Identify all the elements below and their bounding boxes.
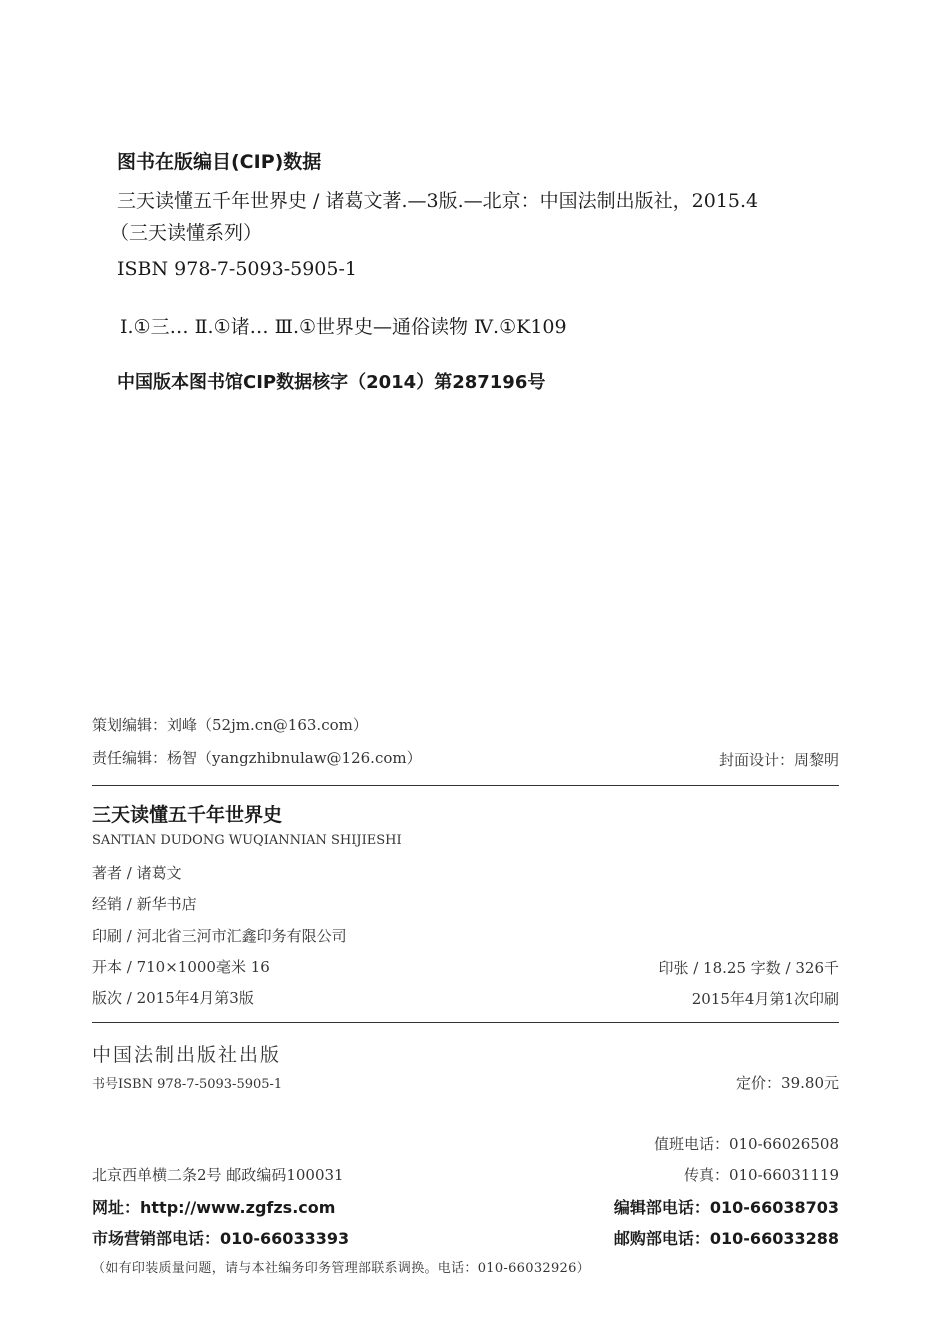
- book-price: 定价：39.80元: [736, 1074, 839, 1092]
- publisher-website: 网址：http://www.zgfzs.com: [92, 1198, 336, 1217]
- book-author: 著者 / 诸葛文: [92, 864, 182, 882]
- responsible-editor: 责任编辑：杨智（yangzhibnulaw@126.com）: [92, 749, 422, 767]
- divider-bottom: [92, 1022, 839, 1023]
- fax-number: 传真：010-66031119: [683, 1166, 839, 1184]
- quality-note: （如有印装质量问题，请与本社编务印务管理部联系调换。电话：010-66032926）: [92, 1261, 590, 1276]
- book-title: 三天读懂五千年世界史: [92, 804, 283, 826]
- cip-series: （三天读懂系列）: [110, 222, 263, 244]
- planning-editor: 策划编辑：刘峰（52jm.cn@163.com）: [92, 716, 368, 734]
- publisher-name: 中国法制出版社出版: [92, 1044, 282, 1066]
- cip-heading: 图书在版编目(CIP)数据: [117, 151, 322, 173]
- book-sheets-words: 印张 / 18.25 字数 / 326千: [658, 959, 839, 977]
- editorial-phone: 编辑部电话：010-66038703: [613, 1198, 839, 1217]
- publisher-address: 北京西单横二条2号 邮政编码100031: [92, 1166, 344, 1184]
- cover-designer: 封面设计：周黎明: [718, 751, 839, 769]
- publisher-book-number: 书号ISBN 978-7-5093-5905-1: [92, 1077, 283, 1092]
- cip-isbn: ISBN 978-7-5093-5905-1: [117, 258, 357, 280]
- cip-classification: Ⅰ.①三… Ⅱ.①诸… Ⅲ.①世界史—通俗读物 Ⅳ.①K109: [120, 316, 567, 338]
- book-format: 开本 / 710×1000毫米 16: [92, 958, 270, 976]
- cip-record-number: 中国版本图书馆CIP数据核字（2014）第287196号: [117, 372, 546, 393]
- book-printer: 印刷 / 河北省三河市汇鑫印务有限公司: [92, 927, 347, 945]
- marketing-phone: 市场营销部电话：010-66033393: [92, 1229, 350, 1248]
- book-printing: 2015年4月第1次印刷: [691, 990, 839, 1008]
- book-edition: 版次 / 2015年4月第3版: [92, 989, 254, 1007]
- book-title-pinyin: SANTIAN DUDONG WUQIANNIAN SHIJIESHI: [92, 833, 402, 848]
- duty-phone: 值班电话：010-66026508: [653, 1135, 839, 1153]
- mail-order-phone: 邮购部电话：010-66033288: [613, 1229, 839, 1248]
- cip-main-entry: 三天读懂五千年世界史 / 诸葛文著.—3版.—北京：中国法制出版社，2015.4: [117, 190, 759, 212]
- book-distributor: 经销 / 新华书店: [92, 895, 197, 913]
- divider-top: [92, 785, 839, 786]
